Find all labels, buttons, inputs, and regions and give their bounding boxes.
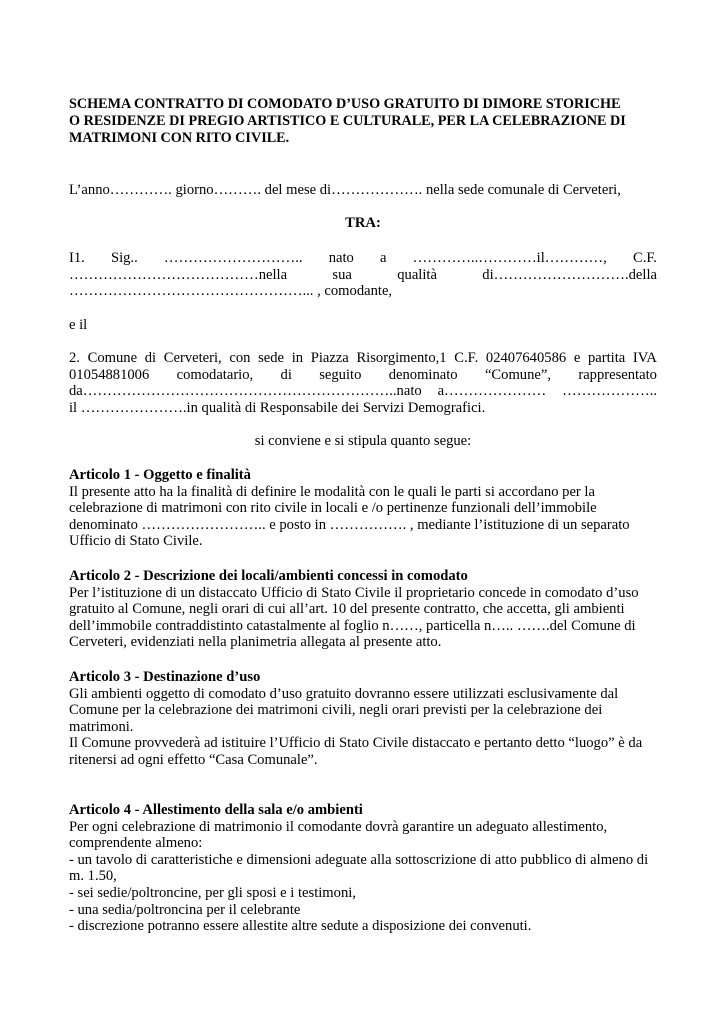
party-2-line-1: 2. Comune di Cerveteri, con sede in Piazza Risorgimento,1 C.F. 02407640586 e partita IVA	[69, 350, 657, 366]
party-2-line-2: 01054881006 comodatario, di seguito denominato “Comune”, rappresentato	[69, 366, 657, 383]
article-text-line: - discrezione potranno essere allestite altre sedute a disposizione dei convenuti.	[69, 918, 532, 935]
article-text-line: - sei sedie/poltroncine, per gli sposi e i testimoni,	[69, 884, 356, 901]
article-1	[69, 467, 657, 550]
intro-line: L’anno…………. giorno………. del mese di………………. nella sede comunale di Cerveteri,	[69, 182, 621, 198]
article-text-line: Per ogni celebrazione di matrimonio il comodante dovrà garantire un adeguato allestimento,	[69, 818, 608, 835]
stipula-line: si conviene e si stipula quanto segue:	[254, 433, 472, 449]
title-line: MATRIMONI CON RITO CIVILE.	[69, 130, 290, 146]
article-heading: Articolo 4 - Allestimento della sala e/o ambienti	[69, 802, 363, 818]
article-text-line: - un tavolo di caratteristiche e dimensioni adeguate alla sottoscrizione di atto pubblico di almeno di	[69, 851, 649, 868]
article-text-line: Per l’istituzione di un distaccato Ufficio di Stato Civile il proprietario concede in comodato d’uso	[69, 584, 639, 601]
party-1-line-3: …………………………………………... , comodante,	[69, 283, 393, 300]
party-1-line-1: I1. Sig.. ……………………….. nato a …………..…………il…………, C.F.	[69, 250, 657, 266]
article-4	[69, 802, 657, 935]
article-text-line: ritenersi ad ogni effetto “Casa Comunale”.	[69, 751, 318, 768]
party-2-paragraph	[69, 350, 657, 416]
article-3	[69, 669, 657, 769]
article-text-line: Ufficio di Stato Civile.	[69, 533, 203, 550]
article-text-line: Il presente atto ha la finalità di definire le modalità con le quali le parti si accordano per la	[69, 483, 595, 500]
party-1-line-2: …………………………………nella sua qualità di……………………….della	[69, 266, 657, 283]
article-text-line: - una sedia/poltroncina per il celebrante	[69, 901, 301, 918]
article-text-line: Il Comune provvederà ad istituire l’Ufficio di Stato Civile distaccato e pertanto detto “luogo” è da	[69, 735, 643, 752]
article-text-line: Comune per la celebrazione dei matrimoni civili, negli orari previsti per la celebrazione dei	[69, 702, 603, 719]
article-text-line: dell’immobile contraddistinto catastalmente al foglio n……, particella n….. …….del Comune di	[69, 617, 636, 634]
party-2-line-4: il ………………….in qualità di Responsabile dei Servizi Demografici.	[69, 399, 486, 416]
article-text-line: gratuito al Comune, negli orari di cui all’art. 10 del presente contratto, che accetta, gli ambienti	[69, 601, 625, 618]
party-1-paragraph	[69, 250, 657, 300]
article-text-line: matrimoni.	[69, 718, 134, 735]
article-text-line: Cerveteri, evidenziati nella planimetria allegata al presente atto.	[69, 634, 442, 651]
article-2	[69, 568, 657, 651]
article-heading: Articolo 3 - Destinazione d’uso	[69, 669, 261, 685]
title-line: O RESIDENZE DI PREGIO ARTISTICO E CULTURALE, PER LA CELEBRAZIONE DI	[69, 113, 626, 129]
tra-heading: TRA:	[345, 215, 381, 231]
title-line: SCHEMA CONTRATTO DI COMODATO D’USO GRATUITO DI DIMORE STORICHE	[69, 96, 621, 112]
article-text-line: comprendente almeno:	[69, 835, 203, 852]
article-text-line: Gli ambienti oggetto di comodato d’uso gratuito dovranno essere utilizzati esclusivamente dal	[69, 685, 619, 702]
party-2-line-3: da………………………………………………………..nato a………………… ………………..	[69, 383, 657, 400]
article-text-line: m. 1.50,	[69, 868, 117, 885]
article-text-line: celebrazione di matrimoni con rito civile in locali e /o pertinenze funzionali dell’immobile	[69, 500, 597, 517]
article-heading: Articolo 2 - Descrizione dei locali/ambienti concessi in comodato	[69, 568, 468, 584]
article-text-line: denominato …………………….. e posto in ……………. , mediante l’istituzione di un separato	[69, 516, 630, 533]
article-heading: Articolo 1 - Oggetto e finalità	[69, 467, 251, 483]
document-title	[69, 96, 657, 147]
e-il-line: e il	[69, 317, 88, 333]
